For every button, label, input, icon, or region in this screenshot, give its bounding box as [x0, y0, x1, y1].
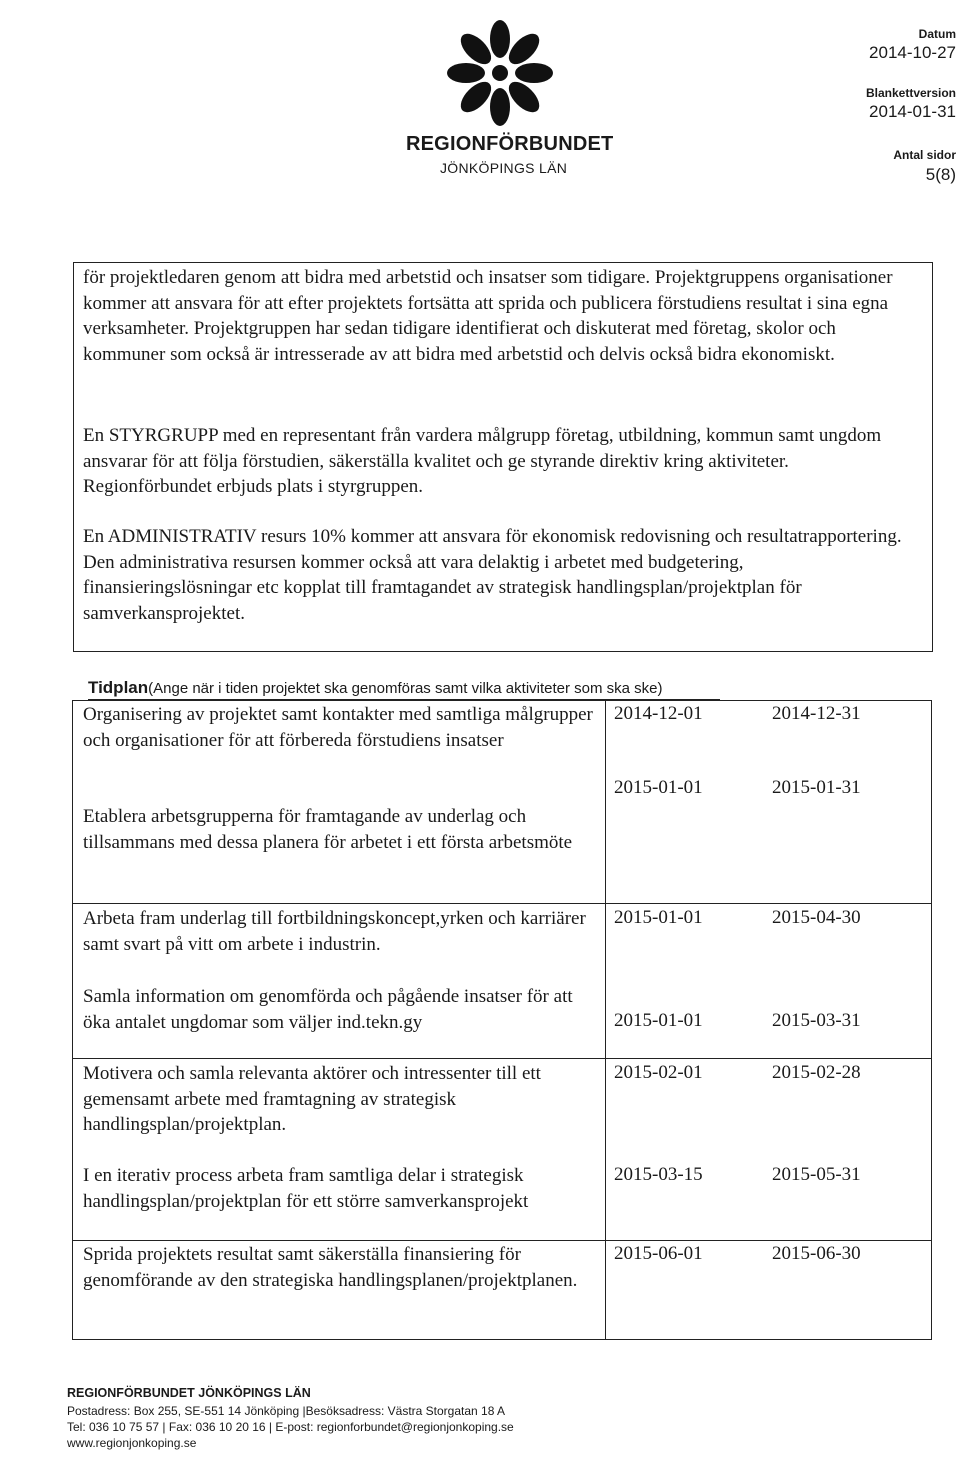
activity-cell: Organisering av projektet samt kontakter med samtliga målgrupper och organisationer för att förbereda förstudiens insatser: [83, 704, 593, 751]
tidplan-heading: [88, 678, 663, 698]
tidplan-subtitle: (Ange när i tiden projektet ska genomföras samt vilka aktiviteter som ska ske): [148, 680, 663, 697]
footer-address: Postadress: Box 255, SE-551 14 Jönköping |Besöksadress: Västra Storgatan 18 A: [67, 1404, 506, 1418]
end-date: 2015-01-31: [772, 777, 861, 798]
end-date: 2015-03-31: [772, 1010, 861, 1031]
activity-cell: Arbeta fram underlag till fortbildningskoncept,yrken och karriärer samt svart på vitt om arbete i industrin.: [83, 908, 586, 955]
end-date: 2015-05-31: [772, 1164, 861, 1185]
activity-cell: Sprida projektets resultat samt säkerställa finansiering för genomförande av den strategiska handlingsplanen/projektplanen.: [83, 1244, 578, 1291]
row-divider: [72, 903, 932, 904]
activity-cell: Etablera arbetsgrupperna för framtagande av underlag och tillsammans med dessa planera för arbetet i ett första arbetsmöte: [83, 806, 573, 853]
antal-sidor-value: 5(8): [925, 165, 956, 184]
body-paragraph: En STYRGRUPP med en representant från vardera målgrupp företag, utbildning, kommun samt ungdom ansvarar för att följa förstudien, säkerställa kvalitet och ge styrande direktiv kring aktiviteter. Regionförbundet erbjuds plats i styrgruppen.: [83, 425, 882, 497]
org-name: REGIONFÖRBUNDET: [406, 133, 614, 155]
footer-org: REGIONFÖRBUNDET JÖNKÖPINGS LÄN: [67, 1386, 311, 1400]
start-date: 2015-06-01: [614, 1243, 703, 1264]
datum-label: Datum: [918, 27, 956, 41]
body-paragraph: för projektledaren genom att bidra med arbetstid och insatser som tidigare. Projektgruppens organisationer kommer att ansvara för att efter projektets fortsätta att sprida och publicera förstudiens resultat i sina egna verksamheter. Projektgruppen har sedan tidigare identifierat och diskuterat med företag, skolor och kommuner som också är intresserade av att bidra med arbetstid och delvis också bidra ekonomiskt.: [83, 267, 893, 365]
blankettversion-value: 2014-01-31: [869, 102, 956, 121]
end-date: 2015-04-30: [772, 907, 861, 928]
end-date: 2015-02-28: [772, 1062, 861, 1083]
tidplan-title: Tidplan: [88, 678, 149, 697]
body-paragraph: En ADMINISTRATIV resurs 10% kommer att ansvara för ekonomisk redovisning och resultatrapportering. Den administrativa resursen kommer också att vara delaktig i arbetet med budgetering, finansieringslösningar etc kopplat till framtagandet av strategisk handlingsplan/projektplan för samverkansprojektet.: [83, 526, 902, 624]
activity-cell: Samla information om genomförda och pågående insatser för att öka antalet ungdomar som väljer ind.tekn.gy: [83, 986, 573, 1033]
end-date: 2015-06-30: [772, 1243, 861, 1264]
start-date: 2015-01-01: [614, 1010, 703, 1031]
row-divider: [72, 1058, 932, 1059]
start-date: 2015-02-01: [614, 1062, 703, 1083]
antal-sidor-label: Antal sidor: [893, 148, 956, 162]
regionforbundet-logo: [445, 18, 555, 128]
row-divider: [72, 1240, 932, 1241]
start-date: 2015-01-01: [614, 777, 703, 798]
org-subtitle: JÖNKÖPINGS LÄN: [440, 160, 568, 176]
start-date: 2015-03-15: [614, 1164, 703, 1185]
column-divider: [605, 700, 606, 1340]
footer-contact: Tel: 036 10 75 57 | Fax: 036 10 20 16 | E-post: regionforbundet@regionjonkoping.se: [67, 1420, 514, 1434]
start-date: 2015-01-01: [614, 907, 703, 928]
footer-website: www.regionjonkoping.se: [67, 1436, 197, 1450]
footer: [67, 1385, 514, 1451]
blankettversion-label: Blankettversion: [865, 86, 956, 100]
start-date: 2014-12-01: [614, 703, 703, 724]
end-date: 2014-12-31: [772, 703, 861, 724]
datum-value: 2014-10-27: [869, 43, 956, 62]
activity-cell: Motivera och samla relevanta aktörer och intressenter till ett gemensamt arbete med framtagning av strategisk handlingsplan/projektplan.: [83, 1063, 541, 1135]
activity-cell: I en iterativ process arbeta fram samtliga delar i strategisk handlingsplan/projektplan för ett större samverkansprojekt: [83, 1165, 529, 1212]
